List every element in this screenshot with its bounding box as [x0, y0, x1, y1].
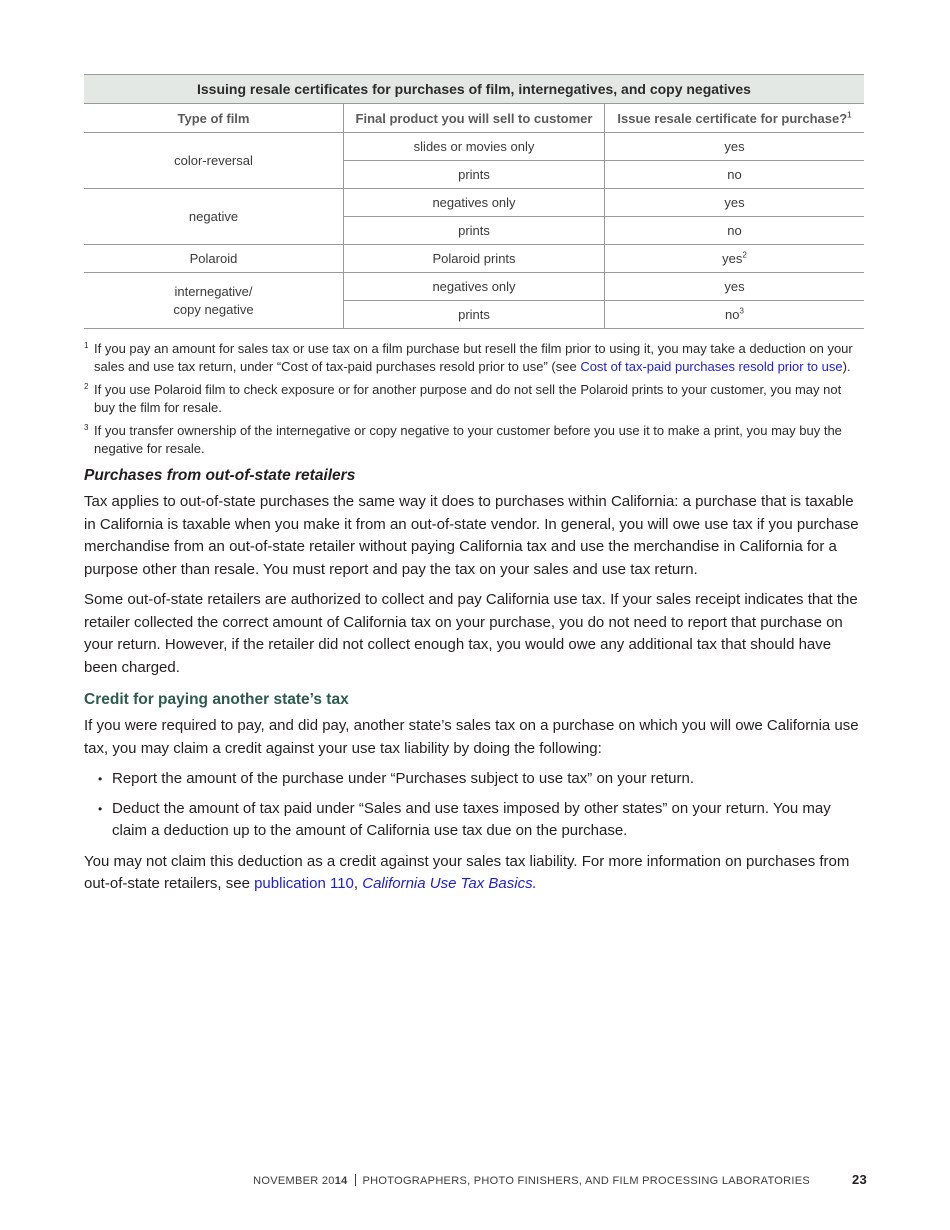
product-cell: prints [344, 161, 605, 189]
footer-divider [355, 1174, 356, 1186]
table-row [84, 189, 864, 217]
out-of-state-heading: Purchases from out-of-state retailers [84, 467, 356, 484]
header-type-of-film: Type of film [84, 104, 344, 133]
table-row [84, 273, 864, 301]
cost-of-tax-paid-link[interactable]: Cost of tax-paid purchases resold prior to use [580, 358, 843, 374]
footer-publication-info: NOVEMBER 2014 PHOTOGRAPHERS, PHOTO FINISHERS, AND FILM PROCESSING LABORATORIES [253, 1175, 810, 1187]
out-of-state-paragraph-2: Some out-of-state retailers are authorized to collect and pay California use tax. If your sales receipt indicates that the retailer collected the correct amount of California tax on your purchase, you do not need to report that purchase on your return. However, if the retailer did not collect enough tax, you would owe any additional tax that should have been charged. [84, 591, 858, 676]
product-cell: negatives only [344, 189, 605, 217]
film-type-cell: color-reversal [84, 133, 344, 189]
page-number: 23 [852, 1172, 868, 1187]
product-cell: prints [344, 301, 605, 329]
california-use-tax-basics-link[interactable]: California Use Tax Basics. [362, 875, 537, 892]
answer-cell: $no^3$ [605, 301, 865, 329]
credit-closing: You may not claim this deduction as a credit against your sales tax liability. For more information on purchases from out-of-state retailers, see publication 110, California Use Tax Basics. [84, 852, 850, 892]
product-cell: negatives only [344, 273, 605, 301]
footnote-2: 2 If you use Polaroid film to check exposure or for another purpose and do not sell the Polaroid prints to your customer, you may not buy the film for resale. [84, 382, 842, 415]
answer-cell: no [605, 161, 865, 189]
product-cell: slides or movies only [344, 133, 605, 161]
answer-cell: yes [605, 273, 865, 301]
answer-cell: yes$^2$ [605, 245, 865, 273]
footnote-ref: 3 [739, 306, 744, 316]
product-cell: prints [344, 217, 605, 245]
header-issue-certificate: Issue resale certificate for purchase?$^1$ [605, 104, 865, 133]
product-cell: Polaroid prints [344, 245, 605, 273]
out-of-state-paragraph-1: Tax applies to out-of-state purchases the same way it does to purchases within California: a purchase that is taxable in California is taxable when you make it from an out-of-state vendor. In general, you will owe use tax if you purchase merchandise from an out-of-state retailer without paying California tax and use the merchandise in California for a purpose other than resale. You must report and pay the tax on your sales and use tax return. [84, 493, 859, 578]
credit-intro: If you were required to pay, and did pay, another state’s sales tax on a purchase on which you will owe California use tax, you may claim a credit against your use tax liability by doing the following: [84, 717, 859, 757]
footnote-1: 1 If you pay an amount for sales tax or use tax on a film purchase but resell the film prior to using it, you may take a deduction on your sales and use tax return, under “Cost of tax-paid purchases resold prior to use” (see Cost of tax-paid purchases resold prior to use). [84, 341, 853, 374]
table-row [84, 133, 864, 161]
footnote-ref: 2 [742, 250, 747, 260]
credit-steps-list [84, 768, 864, 843]
publication-110-link[interactable]: publication 110 [254, 875, 354, 892]
film-type-cell: internegative/ copy negative [84, 273, 344, 329]
header-final-product: Final product you will sell to customer [344, 104, 605, 133]
page-content [84, 74, 864, 904]
table-caption: Issuing resale certificates for purchases of film, internegatives, and copy negatives [84, 75, 864, 104]
answer-cell: no [605, 217, 865, 245]
footnote-3: 3 If you transfer ownership of the internegative or copy negative to your customer before you use it to make a print, you may buy the negative for resale. [84, 423, 842, 456]
credit-heading: Credit for paying another state’s tax [84, 691, 349, 708]
table-row [84, 245, 864, 273]
resale-certificate-table [84, 74, 864, 329]
film-type-cell: Polaroid [84, 245, 344, 273]
film-type-cell: negative [84, 189, 344, 245]
header-footnote-ref: 1 [847, 110, 852, 120]
list-item: • Deduct the amount of tax paid under “Sales and use taxes imposed by other states” on your return. You may claim a deduction up to the amount of California use tax due on the purchase. [98, 799, 831, 839]
answer-cell: yes [605, 133, 865, 161]
bullet-icon: • [98, 772, 103, 786]
bullet-icon: • [98, 801, 103, 816]
list-item: • Report the amount of the purchase under “Purchases subject to use tax” on your return. [84, 768, 864, 791]
table-footnotes [84, 340, 864, 457]
answer-cell: yes [605, 189, 865, 217]
